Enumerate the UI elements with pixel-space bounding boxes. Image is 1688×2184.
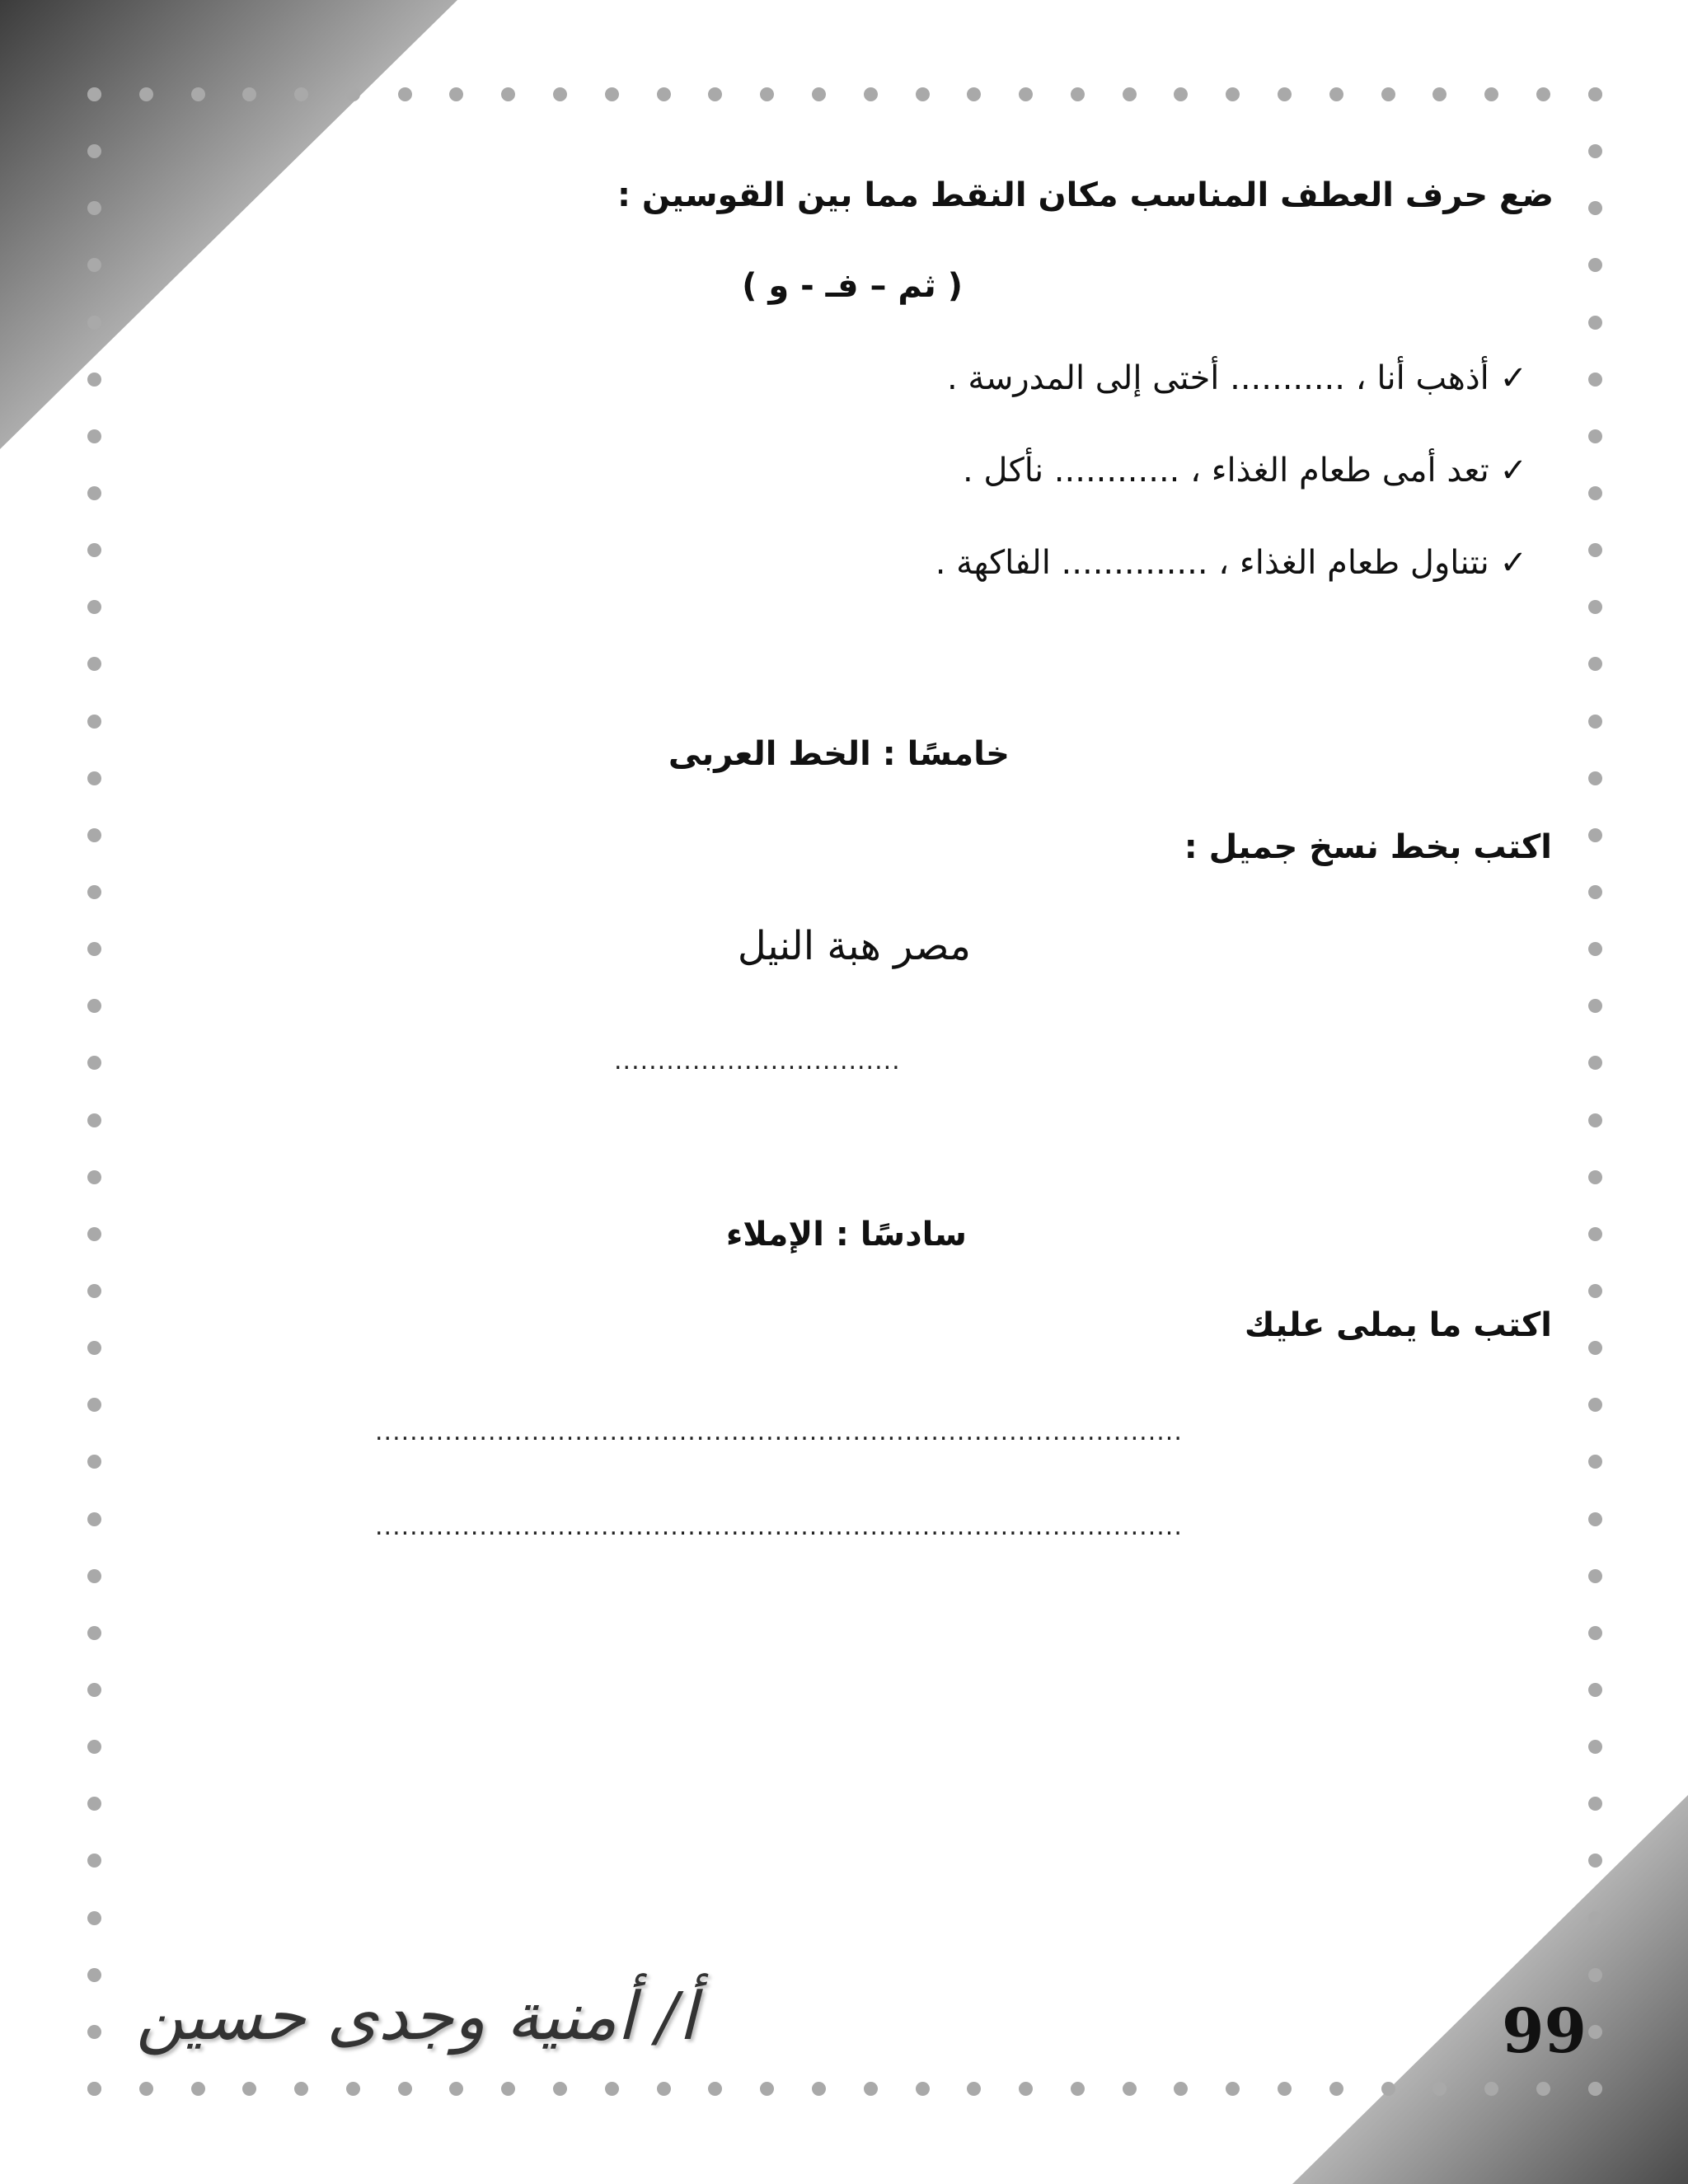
border-dot: [87, 1113, 101, 1127]
border-dot: [1174, 2082, 1188, 2096]
border-dot: [449, 87, 463, 101]
border-dot: [87, 715, 101, 729]
border-dot: [1588, 87, 1602, 101]
border-dot: [812, 87, 826, 101]
border-dot: [87, 316, 101, 330]
border-dot: [398, 87, 412, 101]
border-dot: [1588, 543, 1602, 557]
border-dot: [1329, 87, 1343, 101]
border-dot: [708, 2082, 722, 2096]
border-dot: [657, 87, 671, 101]
border-dot: [1019, 2082, 1033, 2096]
border-dot: [1588, 1626, 1602, 1640]
border-dot: [87, 87, 101, 101]
dotted-border-left: [87, 87, 101, 2096]
section5-title: خامسًا : الخط العربى: [668, 735, 1010, 773]
exercise-instruction: ضع حرف العطف المناسب مكان النقط مما بين القوسين :: [617, 176, 1554, 214]
dotted-border-right: [1588, 87, 1602, 2096]
border-dot: [1432, 87, 1447, 101]
dotted-border-bottom: [87, 2082, 1602, 2096]
border-dot: [1588, 258, 1602, 272]
border-dot: [1588, 1170, 1602, 1184]
border-dot: [87, 486, 101, 500]
border-dot: [1588, 715, 1602, 729]
border-dot: [87, 1740, 101, 1754]
border-dot: [87, 2025, 101, 2039]
top-left-corner-decoration: [0, 0, 462, 462]
border-dot: [87, 1854, 101, 1868]
border-dot: [87, 201, 101, 215]
border-dot: [294, 2082, 308, 2096]
border-dot: [1588, 999, 1602, 1013]
section5-instruction: اكتب بخط نسخ جميل :: [1184, 828, 1552, 866]
border-dot: [1536, 87, 1550, 101]
border-dot: [1588, 942, 1602, 956]
border-dot: [242, 87, 256, 101]
border-dot: [87, 1341, 101, 1355]
border-dot: [87, 1512, 101, 1526]
border-dot: [1381, 87, 1395, 101]
border-dot: [967, 2082, 981, 2096]
border-dot: [1588, 144, 1602, 158]
border-dot: [87, 942, 101, 956]
border-dot: [191, 2082, 205, 2096]
border-dot: [1588, 771, 1602, 785]
border-dot: [1123, 2082, 1137, 2096]
border-dot: [87, 885, 101, 899]
border-dot: [1588, 1341, 1602, 1355]
border-dot: [1278, 2082, 1292, 2096]
border-dot: [398, 2082, 412, 2096]
border-dot: [87, 1968, 101, 1982]
border-dot: [87, 258, 101, 272]
border-dot: [191, 87, 205, 101]
border-dot: [553, 87, 567, 101]
section5-copy-text: مصر هبة النيل: [737, 923, 971, 969]
border-dot: [760, 87, 774, 101]
border-dot: [1588, 657, 1602, 671]
border-dot: [1329, 2082, 1343, 2096]
border-dot: [87, 1227, 101, 1241]
border-dot: [1123, 87, 1137, 101]
border-dot: [87, 600, 101, 614]
border-dot: [1588, 1854, 1602, 1868]
border-dot: [1588, 1968, 1602, 1982]
border-dot: [501, 87, 515, 101]
border-dot: [346, 87, 360, 101]
border-dot: [501, 2082, 515, 2096]
border-dot: [87, 1911, 101, 1925]
border-dot: [87, 1398, 101, 1412]
border-dot: [1226, 87, 1240, 101]
border-dot: [1588, 1797, 1602, 1811]
dotted-border-top: [87, 87, 1602, 101]
border-dot: [1588, 2082, 1602, 2096]
border-dot: [1588, 1512, 1602, 1526]
border-dot: [1588, 885, 1602, 899]
border-dot: [139, 2082, 153, 2096]
border-dot: [916, 87, 930, 101]
border-dot: [1588, 1569, 1602, 1583]
border-dot: [760, 2082, 774, 2096]
border-dot: [812, 2082, 826, 2096]
border-dot: [1588, 1683, 1602, 1697]
section6-title: سادسًا : الإملاء: [725, 1216, 967, 1254]
border-dot: [1588, 1227, 1602, 1241]
border-dot: [708, 87, 722, 101]
border-dot: [553, 2082, 567, 2096]
border-dot: [87, 1170, 101, 1184]
border-dot: [967, 87, 981, 101]
border-dot: [1484, 2082, 1498, 2096]
border-dot: [87, 1683, 101, 1697]
border-dot: [87, 1455, 101, 1469]
border-dot: [1588, 1113, 1602, 1127]
border-dot: [1588, 1056, 1602, 1070]
exercise-item-2: ✓ تعد أمى طعام الغذاء ، ............ نأكل .: [963, 452, 1527, 490]
border-dot: [87, 999, 101, 1013]
section5-answer-line[interactable]: .................................: [614, 1047, 901, 1076]
border-dot: [864, 2082, 878, 2096]
border-dot: [1071, 87, 1085, 101]
border-dot: [87, 1626, 101, 1640]
border-dot: [1278, 87, 1292, 101]
border-dot: [1588, 600, 1602, 614]
border-dot: [87, 771, 101, 785]
border-dot: [87, 429, 101, 443]
exercise-item-1: ✓ أذهب أنا ، ........... أختى إلى المدرسة .: [946, 359, 1527, 397]
border-dot: [864, 87, 878, 101]
border-dot: [87, 144, 101, 158]
border-dot: [87, 373, 101, 387]
border-dot: [1588, 1284, 1602, 1298]
border-dot: [1588, 1911, 1602, 1925]
border-dot: [1019, 87, 1033, 101]
border-dot: [1484, 87, 1498, 101]
border-dot: [139, 87, 153, 101]
border-dot: [294, 87, 308, 101]
border-dot: [657, 2082, 671, 2096]
bottom-right-corner-decoration: [1292, 1788, 1688, 2184]
border-dot: [1381, 2082, 1395, 2096]
border-dot: [87, 657, 101, 671]
border-dot: [87, 1797, 101, 1811]
border-dot: [605, 87, 619, 101]
border-dot: [87, 1569, 101, 1583]
border-dot: [1226, 2082, 1240, 2096]
border-dot: [346, 2082, 360, 2096]
exercise-item-3: ✓ نتناول طعام الغذاء ، .............. الفاكهة .: [935, 544, 1527, 582]
border-dot: [1588, 316, 1602, 330]
border-dot: [1588, 429, 1602, 443]
section6-instruction: اكتب ما يملى عليك: [1244, 1306, 1552, 1344]
border-dot: [916, 2082, 930, 2096]
border-dot: [87, 543, 101, 557]
border-dot: [1588, 486, 1602, 500]
border-dot: [1174, 87, 1188, 101]
page-number: 99: [1502, 1996, 1587, 2067]
border-dot: [242, 2082, 256, 2096]
border-dot: [1536, 2082, 1550, 2096]
section6-answer-line-1[interactable]: .............................................................................................: [375, 1418, 1183, 1446]
border-dot: [87, 828, 101, 842]
border-dot: [87, 1056, 101, 1070]
border-dot: [87, 1284, 101, 1298]
border-dot: [1588, 201, 1602, 215]
border-dot: [1588, 1740, 1602, 1754]
border-dot: [1432, 2082, 1447, 2096]
author-signature: أ/ أمنية وجدى حسين: [136, 1978, 697, 2055]
border-dot: [1588, 828, 1602, 842]
border-dot: [1588, 2025, 1602, 2039]
border-dot: [1588, 1398, 1602, 1412]
border-dot: [1588, 373, 1602, 387]
border-dot: [1071, 2082, 1085, 2096]
border-dot: [87, 2082, 101, 2096]
border-dot: [605, 2082, 619, 2096]
border-dot: [449, 2082, 463, 2096]
exercise-choices: ( ثم – فـ - و ): [742, 267, 963, 305]
section6-answer-line-2[interactable]: .............................................................................................: [375, 1512, 1183, 1541]
border-dot: [1588, 1455, 1602, 1469]
